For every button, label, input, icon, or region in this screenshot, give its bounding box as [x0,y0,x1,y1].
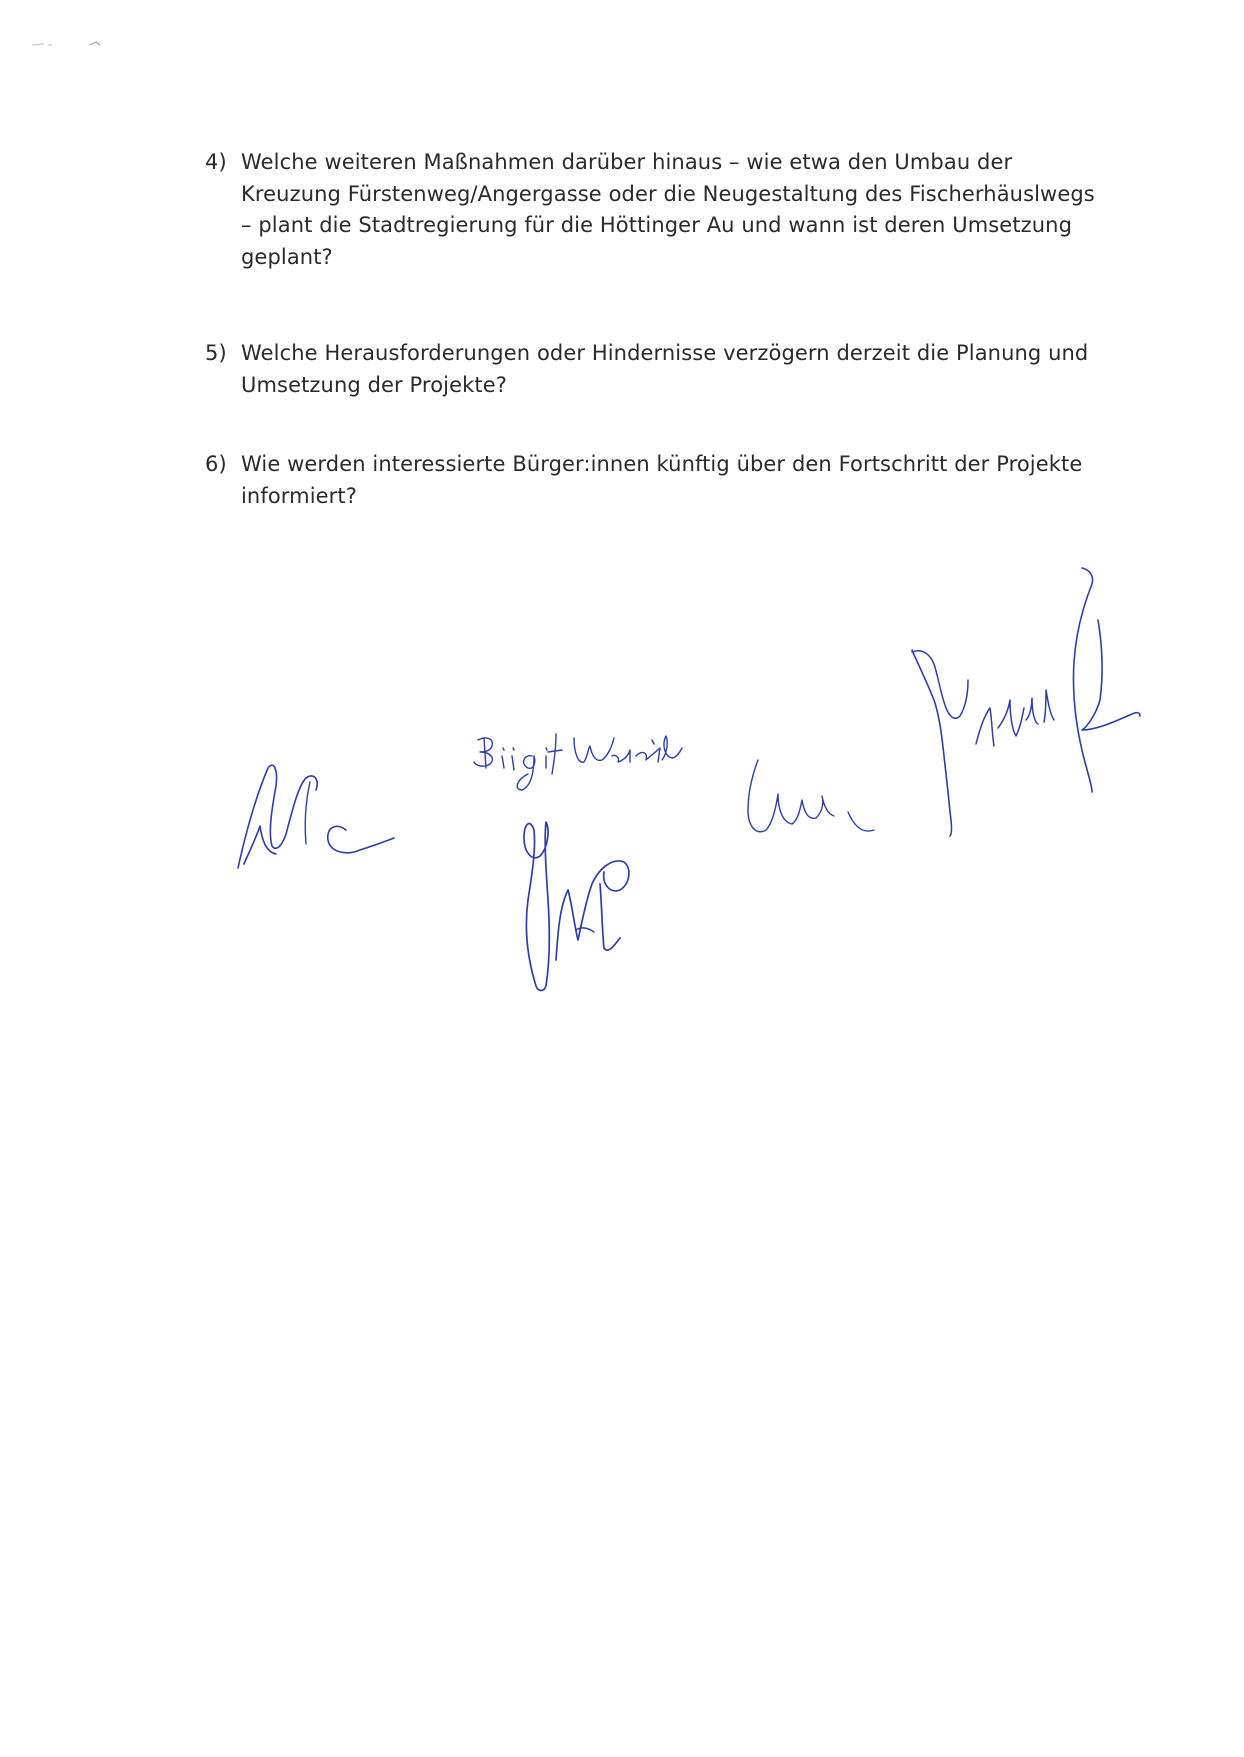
question-text: Welche Herausforderungen oder Hindernisse verzögern derzeit die Planung und Umsetzung der Projekte? [241,341,1089,397]
signature-3 [748,568,1140,836]
question-number: 4) [205,150,227,174]
scan-artifact [30,40,110,48]
signature-1 [238,765,394,868]
question-5 [205,338,1105,401]
question-4 [205,147,1105,273]
question-6 [205,449,1105,512]
question-number: 6) [205,452,227,476]
question-text: Welche weiteren Maßnahmen darüber hinaus – wie etwa den Umbau der Kreuzung Fürstenweg/Angergasse oder die Neugestaltung des Fischerhäuslwegs – plant die Stadtregierung für die Höttinger Au und wann ist deren Umsetzung geplant? [241,150,1095,269]
question-number: 5) [205,341,227,365]
question-text: Wie werden interessierte Bürger:innen künftig über den Fortschritt der Projekte informiert? [241,452,1083,508]
signature-2 [474,734,682,991]
